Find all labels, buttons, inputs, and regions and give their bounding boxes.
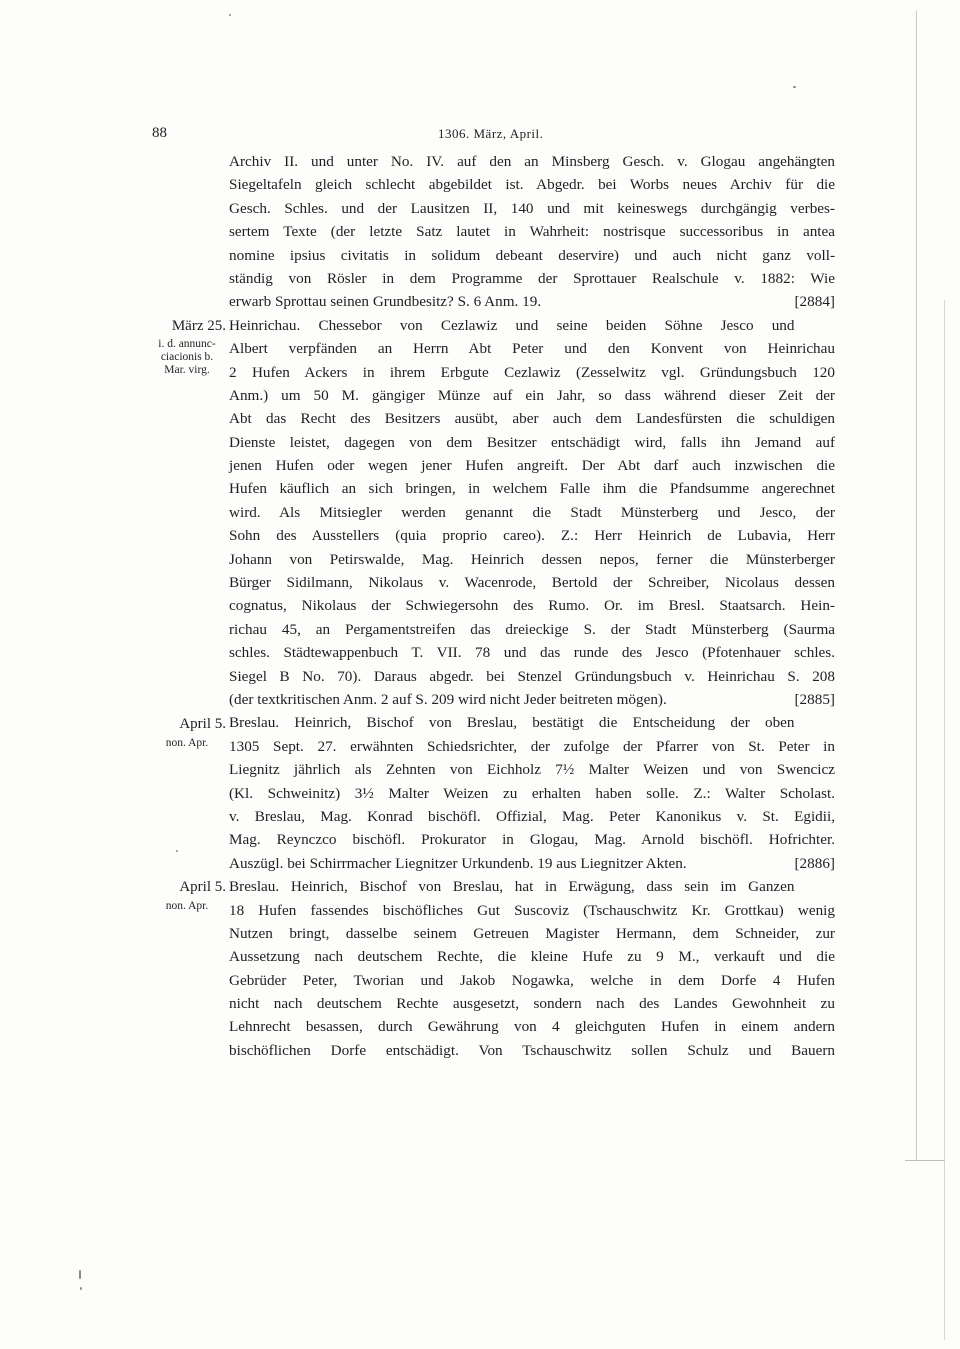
text-line: Breslau. Heinrich, Bischof von Breslau, hat in Erwägung, dass sein im Ganzen [229, 878, 795, 896]
text-line: nicht nach deutschem Rechte ausgesetzt, sondern nach des Landes Gewohnheit zu [229, 995, 835, 1013]
page-number: 88 [152, 125, 167, 141]
text-line: jenen Hufen oder wegen jener Hufen angreift. Der Abt darf auch inzwischen die [229, 457, 835, 475]
text-line: wird. Als Mitsiegler werden genannt die Stadt Münsterberg und Jesco, der [229, 503, 835, 521]
text-line: v. Breslau, Mag. Konrad bischöfl. Offizial, Mag. Peter Kanonikus v. St. Egidii, [229, 807, 835, 825]
text-line: Johann von Petirswalde, Mag. Heinrich dessen nepos, ferner die Münsterberger [229, 550, 835, 568]
text-line-with-ref [229, 852, 835, 875]
margin-note-entry-2886: non. Apr. [165, 737, 209, 749]
margin-note-line: ciacionis b. [160, 351, 214, 363]
text-line-with-ref [229, 290, 835, 313]
text-line: Sohn des Ausstellers (quia proprio careo). Z.: Herr Heinrich de Lubavia, Herr [229, 527, 835, 545]
text-line: Lehnrecht besassen, durch Gewährung von 4 gleichguten Hufen in einem andern [229, 1018, 835, 1036]
text-line: Siegel B No. 70). Daraus abgedr. bei Stenzel Gründungsbuch v. Heinrichau S. 208 [229, 667, 835, 685]
margin-date-entry-2886: April 5. [179, 716, 226, 732]
entry-number-2886: [2886] [794, 854, 835, 872]
text-line: erwarb Sprottau seinen Grundbesitz? S. 6 Anm. 19. [229, 293, 542, 311]
entry-number-2884: [2884] [794, 293, 835, 311]
text-line: (Kl. Schweinitz) 3½ Malter Weizen zu erhalten haben solle. Z.: Walter Scholast. [229, 784, 835, 802]
text-line: Gesch. Schles. und der Lausitzen II, 140 und mit keineswegs durchgängig verbes- [229, 199, 835, 217]
scan-edge-line [944, 300, 945, 1340]
scan-speck [176, 850, 178, 852]
margin-note-entry-2885 [148, 338, 226, 377]
margin-date-entry-2885: März 25. [171, 318, 226, 334]
text-line: Aussetzung nach deutschem Rechte, die kleine Hufe zu 9 M., verkauft und die [229, 948, 835, 966]
text-line: sertem Texte (der letzte Satz lautet in Wahrheit: nostrisque successoribus in antea [229, 223, 835, 241]
text-line: Gebrüder Peter, Tworian und Jakob Nogawka, welche in dem Dorfe 4 Hufen [229, 971, 835, 989]
text-line-with-ref [229, 688, 835, 711]
margin-note-entry-2887: non. Apr. [165, 900, 209, 912]
margin-date-entry-2887: April 5. [179, 879, 226, 895]
body-text [229, 150, 835, 1062]
text-line: schles. Städtewappenbuch T. VII. 78 und das runde des Jesco (Pfotenhauer schles. [229, 644, 835, 662]
running-head: 1306. März, April. [438, 126, 544, 141]
scan-speck [79, 1270, 81, 1279]
text-line: cognatus, Nikolaus der Schwiegersohn des Rumo. Or. im Bresl. Staatsarch. Hein- [229, 597, 835, 615]
text-line: Liegnitz jährlich als Zehnten von Eichholz 7½ Malter Weizen und von Swencicz [229, 761, 835, 779]
text-line: Hufen käuflich an sich bringen, in welchem Falle ihm die Pfandsumme angerechnet [229, 480, 835, 498]
margin-note-line: Mar. virg. [164, 364, 210, 376]
text-line: Dienste leistet, dagegen von dem Besitzer entschädigt wird, falls ihn Jemand auf [229, 433, 835, 451]
scan-edge-line [905, 1160, 945, 1161]
text-line: Heinrichau. Chessebor von Cezlawiz und seine beiden Söhne Jesco und [229, 316, 795, 334]
text-line: 18 Hufen fassendes bischöfliches Gut Suscoviz (Tschauschwitz Kr. Grottkau) wenig [229, 901, 835, 919]
text-line: ständig von Rösler in dem Programme der Sprottauer Realschule v. 1882: Wie [229, 269, 835, 287]
text-line: Bürger Sidilmann, Nikolaus v. Wacenrode, Bertold der Schreiber, Nicolaus dessen [229, 574, 835, 592]
text-line: Siegeltafeln gleich schlecht abgebildet ist. Abgedr. bei Worbs neues Archiv für die [229, 176, 835, 194]
entry-number-2885: [2885] [794, 690, 835, 708]
text-line: bischöflichen Dorfe entschädigt. Von Tschauschwitz sollen Schulz und Bauern [229, 1041, 835, 1059]
text-line: Anm.) um 50 M. gängiger Münze auf ein Jahr, so dass während dieser Zeit der [229, 386, 835, 404]
text-line: Mag. Reynczco bischöfl. Prokurator in Glogau, Mag. Arnold bischöfl. Hofrichter. [229, 831, 835, 849]
text-line: 2 Hufen Ackers in ihrem Erbgute Cezlawiz (Zesselwitz vgl. Gründungsbuch 120 [229, 363, 835, 381]
text-line: richau 45, an Pergamentstreifen das dreieckige S. der Stadt Münsterberg (Saurma [229, 620, 835, 638]
text-line: (der textkritischen Anm. 2 auf S. 209 wird nicht Jeder beitreten mögen). [229, 690, 667, 708]
text-line: Breslau. Heinrich, Bischof von Breslau, bestätigt die Entscheidung der oben [229, 714, 795, 732]
scan-speck [229, 14, 231, 16]
scan-speck [793, 86, 796, 88]
scan-edge-line [916, 10, 917, 1160]
text-line: Archiv II. und unter No. IV. auf den an Minsberg Gesch. v. Glogau angehängten [229, 153, 835, 170]
text-line: Auszügl. bei Schirrmacher Liegnitzer Urkundenb. 19 aus Liegnitzer Akten. [229, 854, 687, 872]
scan-speck [80, 1287, 82, 1290]
text-line: Abt das Recht des Besitzers ausübt, aber auch dem Landesfürsten die schuldigen [229, 410, 835, 428]
text-line: Albert verpfänden an Herrn Abt Peter und den Konvent von Heinrichau [229, 340, 835, 358]
margin-note-line: i. d. annunc- [158, 338, 216, 350]
text-line: Nutzen bringt, dasselbe seinem Getreuen Magister Hermann, dem Schneider, zur [229, 924, 835, 942]
text-line: nomine ipsius civitatis in solidum debeant deservire) und auch nicht ganz voll- [229, 246, 835, 264]
text-line: 1305 Sept. 27. erwähnten Schiedsrichter, der zufolge der Pfarrer von St. Peter in [229, 737, 835, 755]
